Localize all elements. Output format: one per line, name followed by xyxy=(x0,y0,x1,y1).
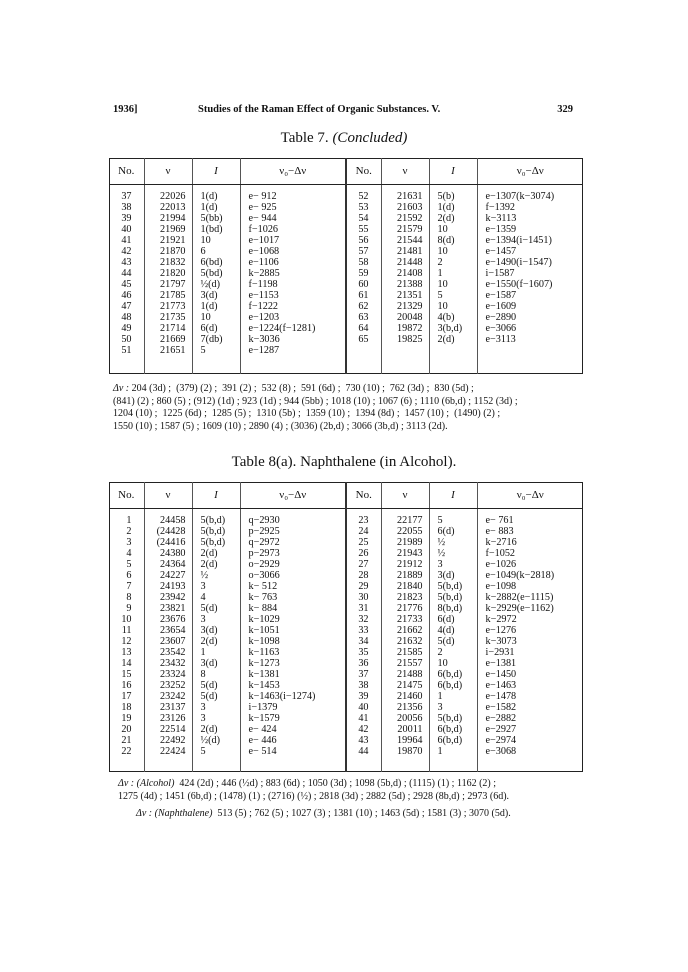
table8a xyxy=(109,482,583,772)
intensity-column-cells: 1(d) 1(d) 5(bb) 1(bd) 10 6 6(bd) 5(bd) ½(d) 3(d) 1(d) 10 6(d) 7(db) 5 xyxy=(192,185,240,374)
table8a-note-alcohol-text: 424 (2d) ; 446 (½d) ; 883 (6d) ; 1050 (3d) ; 1098 (5b,d) ; (1115) (1) ; 1162 (2) ; 1275 (4d) ; 1451 (6b,d) ; (1478) (1) ; (2716) (½) ; 2818 (3d) ; 2882 (5d) ; 2928 (8b,d) ; 2973 (6d). xyxy=(118,778,510,802)
excitation-column-cells: e−1307(k−3074) f−1392 k−3113 e−1359 e−1394(i−1451) e−1457 e−1490(i−1547) i−1587 e−1550(f−1607) e−1587 e−1609 e−2890 e−3066 e−3113 xyxy=(477,185,583,374)
no-column-cells: 37 38 39 40 41 42 43 44 45 46 47 48 49 50 51 xyxy=(121,191,132,356)
nu-column-cells: 22026 22013 21994 21969 21921 21870 21832 21820 21797 21785 21773 21735 21714 21669 21651 xyxy=(144,185,192,374)
col-nu: ν xyxy=(144,482,192,509)
intensity-column-cells: 5 6(d) ½ ½ 3 3(d) 5(b,d) 5(b,d) 8(b,d) 6(d) 4(d) 5(d) 2 10 6(b,d) 6(b,d) 1 3 5(b,d) 6(b,d) 6(b,d) 1 xyxy=(429,509,477,772)
col-intensity: I xyxy=(192,482,240,509)
delta-nu-label: Δν : (Naphthalene) xyxy=(136,808,213,819)
table8a-header-row xyxy=(109,482,583,509)
no-column-cells: 52 53 54 55 56 57 58 59 60 61 62 63 64 65 xyxy=(346,185,381,374)
table7-note xyxy=(113,383,583,433)
running-header xyxy=(113,104,573,120)
col-excitation: ν₀−Δν xyxy=(240,158,346,185)
table8a-body-row xyxy=(109,509,583,772)
table7-caption-title: Table 7. xyxy=(280,130,329,146)
col-no: No. xyxy=(109,482,144,509)
table7-body-row xyxy=(109,185,583,374)
delta-nu-label: Δν : xyxy=(113,383,130,394)
col-intensity: I xyxy=(429,158,477,185)
col-excitation: ν₀−Δν xyxy=(477,482,583,509)
intensity-column-cells: 5(b) 1(d) 2(d) 10 8(d) 10 2 1 10 5 10 4(b) 3(b,d) 2(d) xyxy=(429,185,477,374)
col-excitation: ν₀−Δν xyxy=(477,158,583,185)
table7-header-row xyxy=(109,158,583,185)
table8a-caption: Table 8(a). Naphthalene (in Alcohol). xyxy=(231,454,457,470)
col-nu: ν xyxy=(381,482,429,509)
table7 xyxy=(109,158,583,374)
nu-column-cells: 21631 21603 21592 21579 21544 21481 21448 21408 21388 21351 21329 20048 19872 19825 xyxy=(381,185,429,374)
nu-column-cells: 22177 22055 21989 21943 21912 21889 21840 21823 21776 21733 21662 21632 21585 21557 21488 21475 21460 21356 20056 20011 19964 19870 xyxy=(381,509,429,772)
excitation-column-cells: e− 912 e− 925 e− 944 f−1026 e−1017 e−1068 e−1106 k−2885 f−1198 e−1153 f−1222 e−1203 e−1224(f−1281) k−3036 e−1287 xyxy=(240,185,346,374)
year: 1936] xyxy=(113,104,138,115)
intensity-column-cells: 5(b,d) 5(b,d) 5(b,d) 2(d) 2(d) ½ 3 4 5(d) 3 3(d) 2(d) 1 3(d) 8 5(d) 5(d) 3 3 2(d) ½(d) 5 xyxy=(192,509,240,772)
table7-note-text: 204 (3d) ; (379) (2) ; 391 (2) ; 532 (8) ; 591 (6d) ; 730 (10) ; 762 (3d) ; 830 (5d) ; (841) (2) ; 860 (5) ; (912) (1d) ; 923 (1d) ; 944 (5bb) ; 1018 (10) ; 1067 (6) ; 1110 (6b,d) ; 1152 (3d) ; 1204 (10) ; 1225 (6d) ; 1285 (5) ; 1310 (5b) ; 1359 (10) ; 1394 (8d) ; 1457 (10) ; (1490) (2) ; 1550 (10) ; 1587 (5) ; 1609 (10) ; 2890 (4) ; (3036) (2b,d) ; 3066 (3b,d) ; 3113 (2d). xyxy=(113,383,518,432)
col-no: No. xyxy=(346,482,381,509)
col-intensity: I xyxy=(192,158,240,185)
no-column-cells: 1 2 3 4 5 6 7 8 9 10 11 12 13 14 15 16 17 18 19 20 21 22 xyxy=(121,515,132,757)
page-number: 329 xyxy=(557,104,573,115)
excitation-column-cells: e− 761 e− 883 k−2716 f−1052 e−1026 e−1049(k−2818) e−1098 k−2882(e−1115) k−2929(e−1162) k−2972 e−1276 k−3073 i−2931 e−1381 e−1450 e−1463 e−1478 e−1582 e−2882 e−2927 e−2974 e−3068 xyxy=(477,509,583,772)
table8a-note-naphthalene-text: 513 (5) ; 762 (5) ; 1027 (3) ; 1381 (10) ; 1463 (5d) ; 1581 (3) ; 3070 (5d). xyxy=(217,808,511,819)
delta-nu-label: Δν : (Alcohol) xyxy=(118,778,175,789)
table7-caption-note: (Concluded) xyxy=(332,130,408,146)
col-excitation: ν₀−Δν xyxy=(240,482,346,509)
table8a-note-alcohol xyxy=(118,778,584,803)
col-nu: ν xyxy=(381,158,429,185)
table8a-note-naphthalene xyxy=(136,808,584,821)
col-no: No. xyxy=(346,158,381,185)
col-intensity: I xyxy=(429,482,477,509)
table7-caption xyxy=(0,130,688,147)
nu-column-cells: 24458 (24428 (24416 24380 24364 24227 24193 23942 23821 23676 23654 23607 23542 23432 23324 23252 23242 23137 23126 22514 22492 22424 xyxy=(144,509,192,772)
col-nu: ν xyxy=(144,158,192,185)
no-column-cells: 23 24 25 26 27 28 29 30 31 32 33 34 35 36 37 38 39 40 41 42 43 44 xyxy=(346,509,381,772)
col-no: No. xyxy=(109,158,144,185)
excitation-column-cells: q−2930 p−2925 q−2972 p−2973 o−2929 o−3066 k− 512 k− 763 k− 884 k−1029 k−1051 k−1098 k−1163 k−1273 k−1381 k−1453 k−1463(i−1274) i−1379 k−1579 e− 424 e− 446 e− 514 xyxy=(240,509,346,772)
running-title: Studies of the Raman Effect of Organic Substances. V. xyxy=(198,104,441,115)
